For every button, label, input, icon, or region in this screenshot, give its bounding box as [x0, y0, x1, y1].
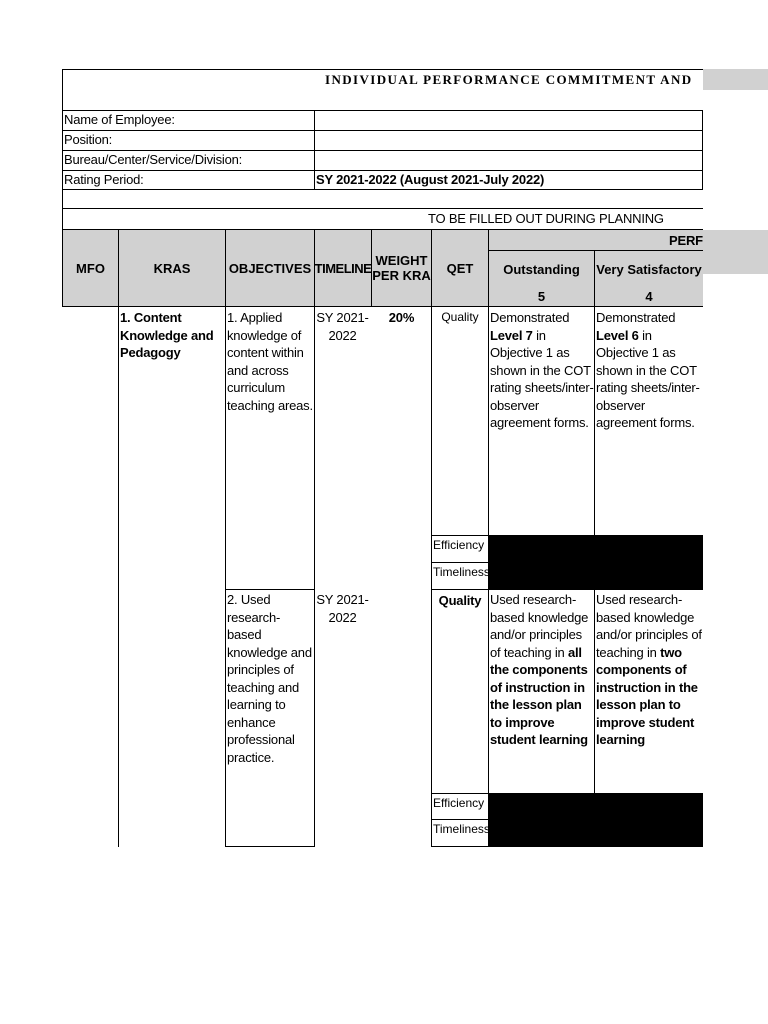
name-of-employee-field[interactable] [315, 111, 702, 130]
planning-note: TO BE FILLED OUT DURING PLANNING [428, 211, 664, 226]
bureau-label: Bureau/Center/Service/Division: [64, 152, 243, 167]
bureau-field[interactable] [315, 151, 702, 170]
position-field[interactable] [315, 131, 702, 150]
header-gray-extension [703, 230, 768, 274]
objective-2: 2. Used research-based knowledge and principles of teaching and learning to enhance professional practice. [227, 592, 312, 765]
header-weight [372, 230, 431, 306]
header-qet: QET [446, 260, 474, 276]
position-label: Position: [64, 132, 113, 147]
objective-1: 1. Applied knowledge of content within and across curriculum teaching areas. [227, 310, 313, 413]
kra-weight: 20% [388, 310, 415, 325]
objective-1-timeline: SY 2021-2022 [316, 310, 369, 343]
header-weight-line1: WEIGHT [375, 253, 428, 268]
header-very-satisfactory-score: 4 [645, 288, 653, 304]
header-outstanding-score: 5 [537, 288, 546, 304]
objective-2-efficiency-label: Efficiency [433, 796, 485, 810]
objective-1-efficiency-label: Efficiency [433, 538, 485, 552]
spacer-row [62, 90, 703, 111]
rating-period-value: SY 2021-2022 (August 2021-July 2022) [316, 172, 545, 187]
redacted-block-2 [489, 793, 703, 847]
objective-1-quality-label: Quality [441, 310, 479, 324]
name-of-employee-label: Name of Employee: [64, 112, 175, 127]
header-kras: KRAS [153, 260, 191, 276]
objective-2-timeliness-label: Timeliness [433, 822, 490, 836]
header-timeline: TIMELINE [314, 260, 372, 276]
objective-2-outstanding-indicator: Used research-based knowledge and/or principles of teaching in all the components of instruction in the lesson plan to improve student learning [490, 592, 589, 747]
title-gray-extension [703, 69, 768, 90]
header-objectives: OBJECTIVES [228, 260, 312, 276]
objective-1-timeliness-label: Timeliness [433, 565, 490, 579]
objective-2-timeline: SY 2021-2022 [316, 592, 369, 625]
redacted-block-1 [489, 535, 703, 590]
header-very-satisfactory: Very Satisfactory [596, 261, 702, 277]
objective-2-quality-label: Quality [438, 593, 482, 608]
kra-content-knowledge: 1. Content Knowledge and Pedagogy [120, 310, 214, 360]
header-performance: PERF [669, 233, 703, 248]
rating-period-label: Rating Period: [64, 172, 144, 187]
objective-1-very-satisfactory-indicator: Demonstrated Level 6 in Objective 1 as shown in the COT rating sheets/inter-observer agreement forms. [596, 310, 700, 430]
header-outstanding: Outstanding [503, 261, 580, 277]
header-mfo: MFO [76, 260, 105, 276]
form-title: INDIVIDUAL PERFORMANCE COMMITMENT AND [325, 72, 693, 87]
objective-1-outstanding-indicator: Demonstrated Level 7 in Objective 1 as shown in the COT rating sheets/inter-observer agreement forms. [490, 310, 594, 430]
objective-2-very-satisfactory-indicator: Used research-based knowledge and/or principles of teaching in two components of instruction in the lesson plan to improve student learning [596, 592, 702, 747]
header-weight-line2: PER KRA [372, 268, 431, 283]
